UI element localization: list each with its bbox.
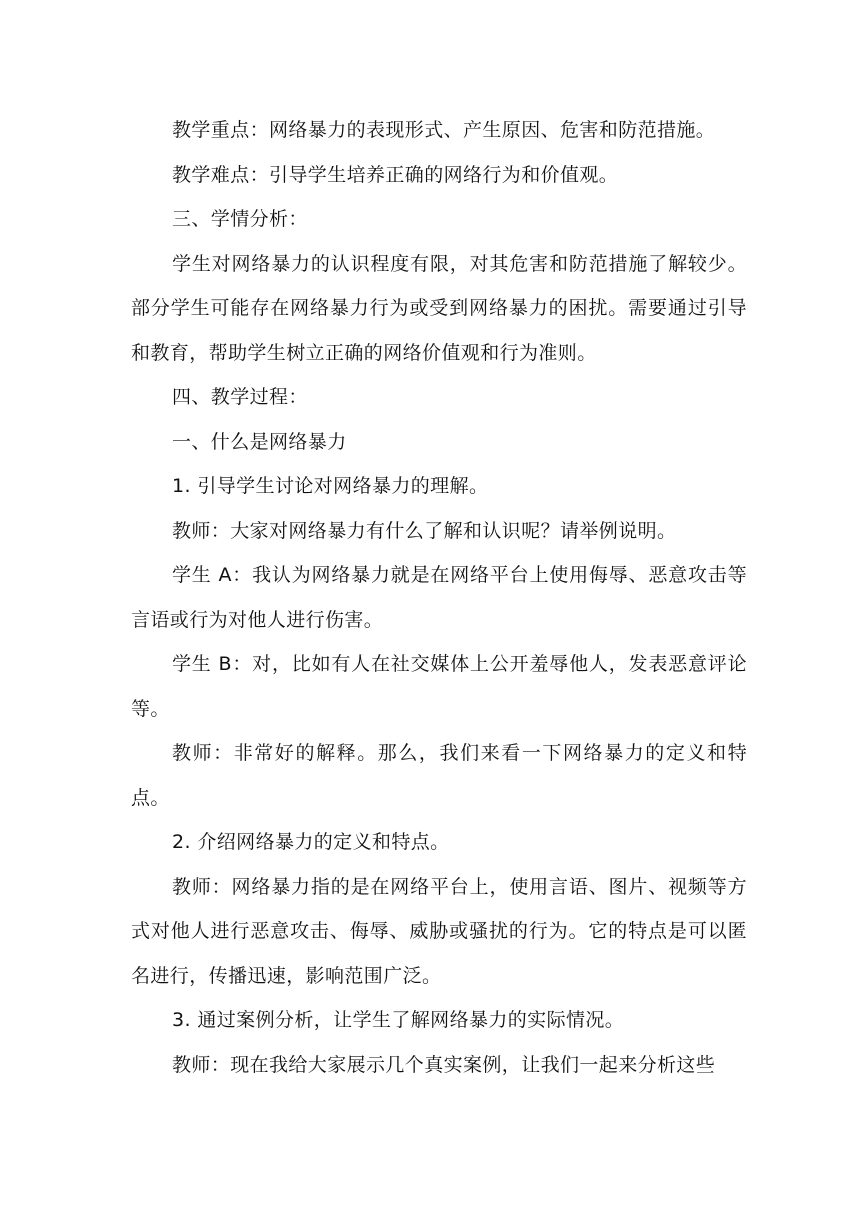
step-3: 3. 通过案例分析，让学生了解网络暴力的实际情况。 — [172, 1009, 625, 1031]
dialogue-teacher-1: 教师：大家对网络暴力有什么了解和认识呢？请举例说明。 — [172, 519, 677, 542]
paragraph-student-analysis: 学生对网络暴力的认识程度有限，对其危害和防范措施了解较少。部分学生可能存在网络暴力行为或受到网络暴力的困扰。需要通过引导和教育，帮助学生树立正确的网络价值观和行为准则。 — [131, 252, 747, 364]
paragraph-difficulties: 教学难点：引导学生培养正确的网络行为和价值观。 — [172, 163, 619, 186]
step-1: 1. 引导学生讨论对网络暴力的理解。 — [172, 475, 489, 497]
heading-what-is-cyberviolence: 一、什么是网络暴力 — [172, 430, 347, 453]
dialogue-teacher-cases: 教师：现在我给大家展示几个真实案例，让我们一起来分析这些 — [172, 1053, 716, 1076]
dialogue-student-b: 学生 B：对，比如有人在社交媒体上公开羞辱他人，发表恶意评论等。 — [131, 653, 747, 720]
dialogue-teacher-definition: 教师：网络暴力指的是在网络平台上，使用言语、图片、视频等方式对他人进行恶意攻击、侮辱、威胁或骚扰的行为。它的特点是可以匿名进行，传播迅速，影响范围广泛。 — [131, 875, 747, 987]
dialogue-student-a: 学生 A：我认为网络暴力就是在网络平台上使用侮辱、恶意攻击等言语或行为对他人进行伤害。 — [131, 564, 747, 631]
document-body — [131, 108, 747, 1087]
paragraph-key-points: 教学重点：网络暴力的表现形式、产生原因、危害和防范措施。 — [172, 119, 716, 141]
step-2: 2. 介绍网络暴力的定义和特点。 — [172, 831, 450, 853]
heading-student-analysis: 三、学情分析： — [172, 208, 308, 230]
dialogue-teacher-2: 教师：非常好的解释。那么，我们来看一下网络暴力的定义和特点。 — [131, 742, 747, 809]
heading-teaching-process: 四、教学过程： — [172, 386, 308, 408]
